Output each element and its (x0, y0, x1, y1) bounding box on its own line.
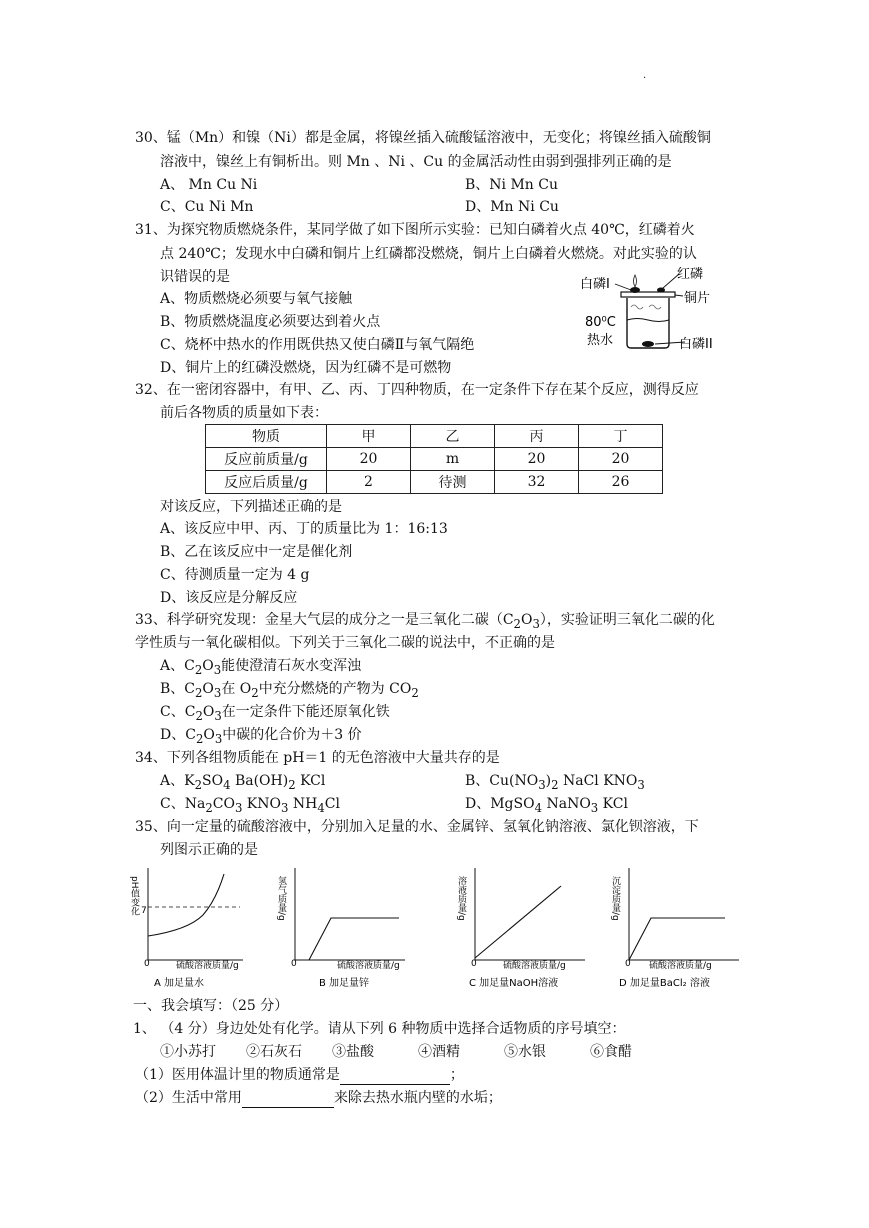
q31-option-b: B、物质燃烧温度必须要达到着火点 (160, 314, 381, 330)
option-item: ②石灰石 (246, 1044, 302, 1060)
graph-curve (475, 886, 561, 958)
combustion-apparatus-figure (575, 262, 735, 358)
q30-option-d: D、Mn Ni Cu (465, 199, 559, 215)
label-white-phosphorus-2: 白磷II (679, 337, 713, 352)
graph-b (275, 860, 415, 995)
red-phosphorus (657, 288, 665, 293)
origin-label: 0 (471, 959, 477, 969)
table-cell: 反应前质量/g (206, 448, 327, 471)
q32-option-a: A、该反应中甲、丙、丁的质量比为 1：16:13 (160, 521, 448, 537)
table-cell: 32 (495, 471, 579, 494)
q33-option-a: A、$C_2O_3$能使澄清石灰水变浑浊 (160, 658, 362, 677)
origin-label: 0 (291, 959, 297, 969)
answer-blank-2[interactable] (242, 1091, 334, 1108)
caption: C 加足量NaOH溶液 (469, 978, 559, 989)
q31-option-c: C、烧杯中热水的作用既供热又使白磷Ⅱ与氧气隔绝 (160, 337, 475, 353)
q32-option-c: C、待测质量一定为 4 g (160, 567, 310, 583)
q30-option-a: A、 Mn Cu Ni (160, 177, 258, 193)
ylabel: 氢气质量/g (276, 876, 286, 921)
q30-stem-line2: 溶液中，镍丝上有铜析出。则 Mn 、Ni 、Cu 的金属活动性由弱到强排列正确的是 (160, 154, 672, 170)
q31-option-d: D、铜片上的红磷没燃烧，因为红磷不是可燃物 (160, 360, 452, 376)
q34-option-b: B、$Cu(NO_3)_2$ NaCl $KNO_3$ (465, 773, 645, 792)
section-q1-stem: 1、 （4 分）身边处处有化学。请从下列 6 种物质中选择合适物质的序号填空： (133, 1021, 626, 1037)
table-row (206, 448, 663, 471)
table-cell: 反应后质量/g (206, 471, 327, 494)
table-cell: 26 (579, 471, 663, 494)
q31-option-a: A、物质燃烧必须要与氧气接触 (160, 291, 353, 307)
q32-stem-line2: 前后各物质的质量如下表： (160, 405, 328, 421)
q31-stem-line3: 识错误的是 (160, 269, 230, 285)
header-mark: . (643, 70, 647, 81)
graph-d (607, 860, 747, 995)
q32-option-d: D、该反应是分解反应 (160, 590, 298, 606)
table-header-cell: 甲 (327, 425, 411, 448)
q32-after-table: 对该反应，下列描述正确的是 (160, 499, 342, 515)
q33-option-d: D、$C_2O_3$中碳的化合价为＋3 价 (160, 727, 362, 746)
table-cell: 20 (495, 448, 579, 471)
q33-stem-line2: 学性质与一氧化碳相似。下列关于三氧化二碳的说法中，不正确的是 (135, 635, 555, 651)
graph-curve (309, 918, 399, 960)
table-header-cell: 物质 (206, 425, 327, 448)
table-cell: 20 (327, 448, 411, 471)
table-header-cell: 丁 (579, 425, 663, 448)
table-header-row (206, 425, 663, 448)
flame-icon (634, 275, 637, 287)
option-item: ④酒精 (418, 1044, 460, 1060)
graph-a (128, 860, 248, 995)
xlabel: 硫酸溶液质量/g (503, 961, 566, 971)
ylabel: 沉淀质量/g (610, 876, 620, 921)
fill-line-1: （1）医用体温计里的物质通常是 ； (135, 1067, 464, 1083)
table-header-cell: 丙 (495, 425, 579, 448)
section-title: 一、我会填写：（25 分） (133, 998, 289, 1014)
table-cell: 2 (327, 471, 411, 494)
white-phosphorus-1 (630, 287, 640, 293)
q31-stem-line1: 31、为探究物质燃烧条件，某同学做了如下图所示实验：已知白磷着火点 40℃，红磷着火 (135, 222, 695, 238)
q32-option-b: B、乙在该反应中一定是催化剂 (160, 544, 353, 560)
q34-option-c: C、$Na_2CO_3$ $KNO_3$ $NH_4Cl$ (160, 796, 340, 815)
q30-option-b: B、Ni Mn Cu (465, 177, 558, 193)
q30-stem-line1: 30、锰（Mn）和镍（Ni）都是金属，将镍丝插入硫酸锰溶液中，无变化；将镍丝插入硫酸铜 (135, 130, 711, 146)
ytick-7: 7 (141, 906, 147, 916)
table-header-cell: 乙 (411, 425, 495, 448)
xlabel: 硫酸溶液质量/g (649, 961, 712, 971)
label-temperature: 80⁰C (585, 315, 616, 330)
xlabel: 硫酸溶液质量/g (337, 961, 400, 971)
copper-plate (621, 292, 675, 297)
option-item: ③盐酸 (332, 1044, 374, 1060)
fill-line-2: （2）生活中常用 来除去热水瓶内壁的水垢； (135, 1090, 502, 1106)
q32-stem-line1: 32、在一密闭容器中，有甲、乙、丙、丁四种物质，在一定条件下存在某个反应，测得反应 (135, 382, 699, 398)
q35-stem-line1: 35、向一定量的硫酸溶液中，分别加入足量的水、金属锌、氢氧化钠溶液、氯化钡溶液，下 (135, 819, 699, 835)
xlabel: 硫酸溶液质量/g (176, 961, 239, 971)
ylabel: pH值变化 (129, 876, 139, 916)
q33-stem-line1: 33、科学研究发现：金星大气层的成分之一是三氧化二碳$(C_2O_3)$，实验证明三氧化二碳的化 (135, 612, 715, 631)
q35-stem-line2: 列图示正确的是 (160, 842, 258, 858)
origin-label: 0 (625, 959, 631, 969)
q33-option-c: C、$C_2O_3$在一定条件下能还原氧化铁 (160, 704, 390, 723)
label-red-phosphorus: 红磷 (677, 267, 704, 282)
q34-option-d: D、MgSO$_4$ NaNO$_3$ KCl (465, 796, 628, 815)
white-phosphorus-2 (642, 341, 654, 347)
table-row (206, 471, 663, 494)
graph-c (455, 860, 595, 995)
label-hot-water: 热水 (587, 333, 614, 348)
graph-curve (148, 874, 224, 936)
option-item: ⑥食醋 (590, 1044, 632, 1060)
q34-option-a: A、$K_2SO_4$ $Ba(OH)_2$ KCl (160, 773, 326, 792)
q34-stem: 34、下列各组物质能在 pH＝1 的无色溶液中大量共存的是 (135, 750, 500, 766)
label-white-phosphorus-1: 白磷I (580, 277, 610, 292)
caption: B 加足量锌 (319, 978, 370, 989)
substance-options (160, 1042, 676, 1062)
q30-option-c: C、Cu Ni Mn (160, 199, 254, 215)
graph-curve (629, 918, 725, 960)
mass-table (205, 424, 663, 494)
q31-stem-line2: 点 240℃；发现水中白磷和铜片上红磷都没燃烧，铜片上白磷着火燃烧。对此实验的认 (160, 246, 697, 262)
answer-blank-1[interactable] (340, 1068, 450, 1085)
option-item: ①小苏打 (160, 1044, 216, 1060)
caption: D 加足量BaCl₂ 溶液 (619, 978, 710, 989)
q33-option-b: B、$C_2O_3$在 $O_2$中充分燃烧的产物为 $CO_2$ (160, 681, 419, 700)
table-cell: 待测 (411, 471, 495, 494)
caption: A 加足量水 (154, 978, 205, 989)
table-cell: m (411, 448, 495, 471)
table-cell: 20 (579, 448, 663, 471)
option-item: ⑤水银 (504, 1044, 546, 1060)
ylabel: 溶液质量/g (456, 876, 466, 921)
origin-label: 0 (144, 959, 150, 969)
label-copper-plate: 铜片 (684, 291, 711, 306)
